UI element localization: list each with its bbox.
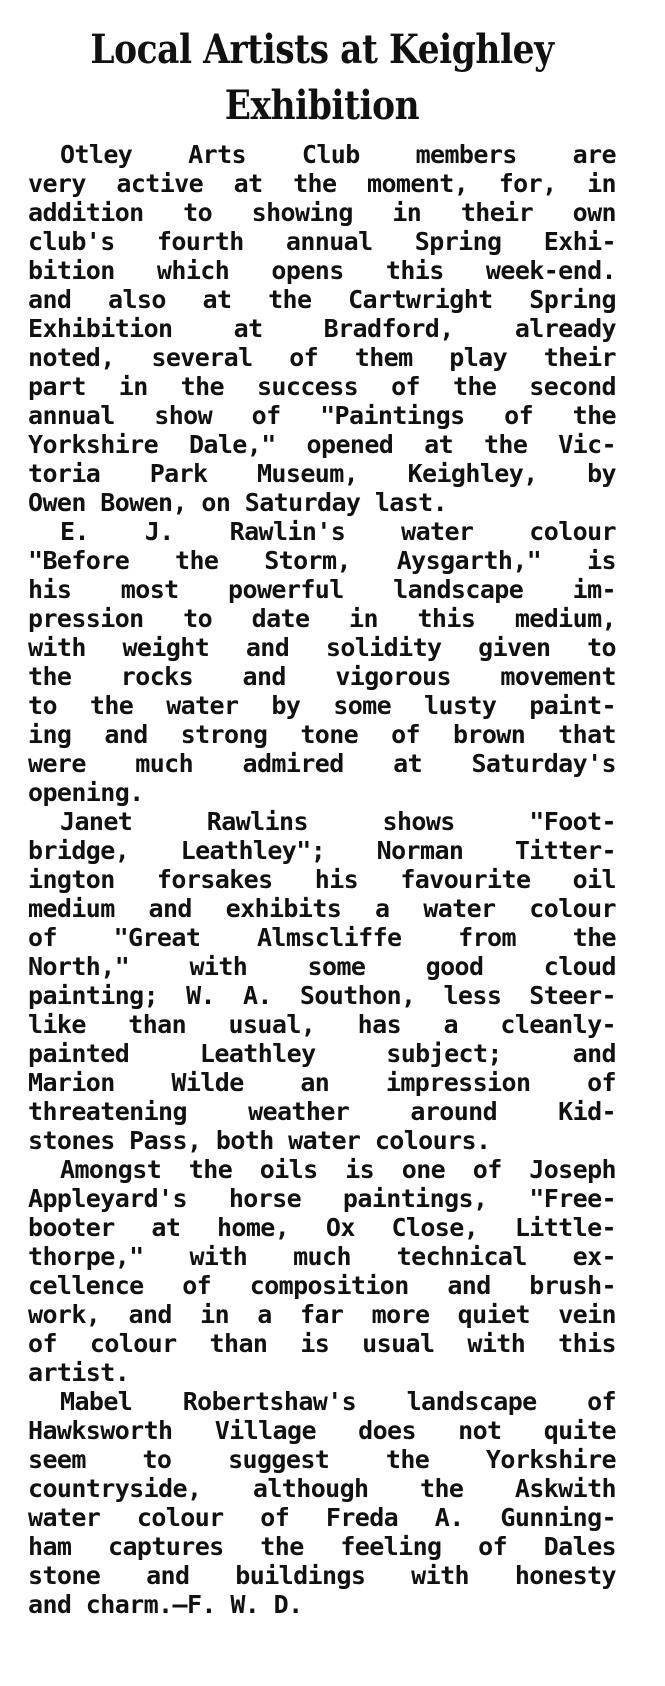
article-paragraph [28, 807, 616, 1155]
article-paragraph [28, 1387, 616, 1619]
article-line: Marion Wilde an impression of [28, 1068, 616, 1097]
article-line: to the water by some lusty paint- [28, 691, 616, 720]
article-line: were much admired at Saturday's [28, 749, 616, 778]
article-line: booter at home, Ox Close, Little- [28, 1213, 616, 1242]
headline-line-1: Local Artists at Keighley [90, 26, 554, 73]
article-paragraph [28, 1155, 616, 1387]
article-paragraph [28, 140, 616, 517]
article-line: club's fourth annual Spring Exhi- [28, 227, 616, 256]
headline-line-2: Exhibition [224, 82, 420, 129]
article-line: Exhibition at Bradford, already [28, 314, 616, 343]
article-line: stones Pass, both water colours. [28, 1126, 491, 1155]
article-line: painting; W. A. Southon, less Steer- [28, 981, 616, 1010]
article-line: part in the success of the second [28, 372, 616, 401]
article-line: bridge, Leathley"; Norman Titter- [28, 836, 616, 865]
article-line: of colour than is usual with this [28, 1329, 616, 1358]
article-line: ington forsakes his favourite oil [28, 865, 616, 894]
article-line: pression to date in this medium, [28, 604, 616, 633]
article-line: bition which opens this week-end. [28, 256, 616, 285]
article-line: threatening weather around Kid- [28, 1097, 616, 1126]
article-body [28, 140, 616, 1619]
article-line: thorpe," with much technical ex- [28, 1242, 616, 1271]
article-line: ham captures the feeling of Dales [28, 1532, 616, 1561]
article-line: countryside, although the Askwith [28, 1474, 616, 1503]
article-line: opening. [28, 778, 144, 807]
article-line: noted, several of them play their [28, 343, 616, 372]
article-line: medium and exhibits a water colour [28, 894, 616, 923]
article-line: Otley Arts Club members are [60, 140, 616, 169]
article-line: cellence of composition and brush- [28, 1271, 616, 1300]
article-line: seem to suggest the Yorkshire [28, 1445, 616, 1474]
article-line: very active at the moment, for, in [28, 169, 616, 198]
article-line: Hawksworth Village does not quite [28, 1416, 616, 1445]
article-line: of "Great Almscliffe from the [28, 923, 616, 952]
article-line: E. J. Rawlin's water colour [60, 517, 616, 546]
newspaper-clipping [28, 22, 616, 1619]
article-line: work, and in a far more quiet vein [28, 1300, 616, 1329]
article-line: his most powerful landscape im- [28, 575, 616, 604]
article-line: with weight and solidity given to [28, 633, 616, 662]
article-line: toria Park Museum, Keighley, by [28, 459, 616, 488]
article-line: the rocks and vigorous movement [28, 662, 616, 691]
article-line: annual show of "Paintings of the [28, 401, 616, 430]
article-line: Janet Rawlins shows "Foot- [60, 807, 616, 836]
article-line: Mabel Robertshaw's landscape of [60, 1387, 616, 1416]
article-line: Amongst the oils is one of Joseph [60, 1155, 616, 1184]
headline [69, 22, 575, 134]
article-line: "Before the Storm, Aysgarth," is [28, 546, 616, 575]
article-line: Yorkshire Dale," opened at the Vic- [28, 430, 616, 459]
article-line: stone and buildings with honesty [28, 1561, 616, 1590]
article-line: water colour of Freda A. Gunning- [28, 1503, 616, 1532]
article-line: ing and strong tone of brown that [28, 720, 616, 749]
article-line: artist. [28, 1358, 130, 1387]
article-line: Appleyard's horse paintings, "Free- [28, 1184, 616, 1213]
article-line: painted Leathley subject; and [28, 1039, 616, 1068]
article-line: and charm.—F. W. D. [28, 1590, 303, 1619]
article-line: Owen Bowen, on Saturday last. [28, 488, 448, 517]
article-line: addition to showing in their own [28, 198, 616, 227]
article-line: and also at the Cartwright Spring [28, 285, 616, 314]
article-paragraph [28, 517, 616, 807]
article-line: North," with some good cloud [28, 952, 616, 981]
article-line: like than usual, has a cleanly- [28, 1010, 616, 1039]
